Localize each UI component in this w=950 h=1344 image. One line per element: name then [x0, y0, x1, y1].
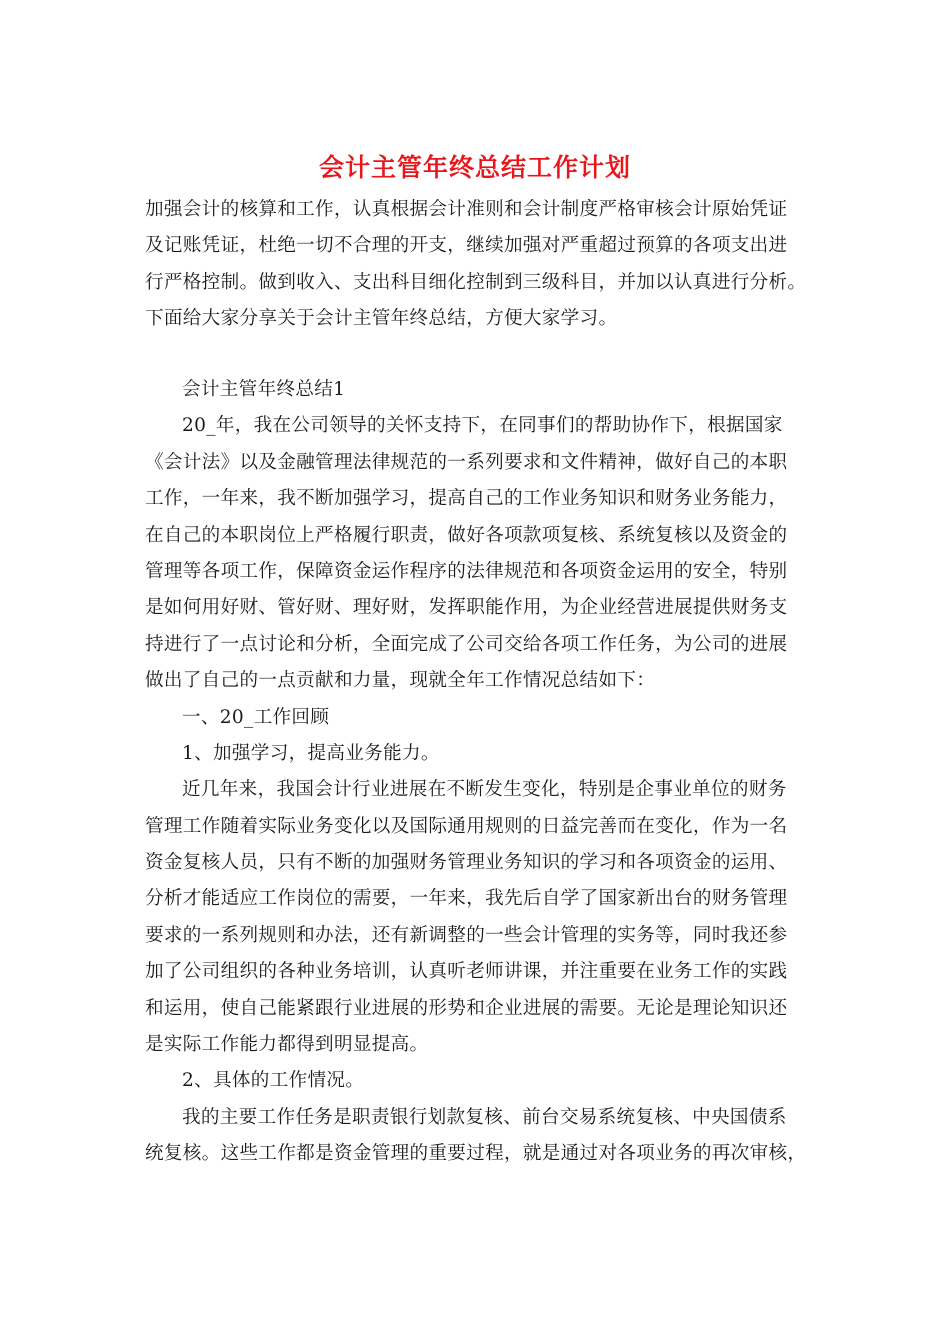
- document-title: 会计主管年终总结工作计划: [318, 153, 631, 182]
- paragraph-line: 持进行了一点讨论和分析，全面完成了公司交给各项工作任务，为公司的进展: [145, 633, 788, 655]
- intro-line: 及记账凭证，杜绝一切不合理的开支，继续加强对严重超过预算的各项支出进: [145, 235, 788, 257]
- intro-line: 下面给大家分享关于会计主管年终总结，方便大家学习。: [145, 308, 618, 330]
- paragraph-line: 是如何用好财、管好财、理好财，发挥职能作用，为企业经营进展提供财务支: [145, 597, 788, 619]
- paragraph-line: 在自己的本职岗位上严格履行职责，做好各项款项复核、系统复核以及资金的: [145, 524, 788, 546]
- paragraph-line: 要求的一系列规则和办法，还有新调整的一些会计管理的实务等，同时我还参: [145, 924, 788, 946]
- paragraph-line: 资金复核人员，只有不断的加强财务管理业务知识的学习和各项资金的运用、: [145, 852, 788, 874]
- intro-paragraph: [145, 192, 815, 338]
- paragraph-line: 工作，一年来，我不断加强学习，提高自己的工作业务知识和财务业务能力，: [145, 488, 788, 510]
- paragraph-line: 管理工作随着实际业务变化以及国际通用规则的日益完善而在变化，作为一名: [145, 815, 788, 837]
- intro-line: 加强会计的核算和工作，认真根据会计准则和会计制度严格审核会计原始凭证: [145, 199, 788, 220]
- intro-line: 行严格控制。做到收入、支出科目细化控制到三级科目，并加以认真进行分析。: [145, 271, 807, 293]
- paragraph-study: [145, 772, 815, 1063]
- paragraph-line: 我的主要工作任务是职责银行划款复核、前台交易系统复核、中央国债系: [182, 1106, 787, 1128]
- paragraph-line: 分析才能适应工作岗位的需要，一年来，我先后自学了国家新出台的财务管理: [145, 888, 788, 910]
- paragraph-line: 近几年来，我国会计行业进展在不断发生变化，特别是企事业单位的财务: [182, 779, 787, 801]
- subheading-study: 1、加强学习，提高业务能力。: [182, 742, 440, 764]
- paragraph-line: 加了公司组织的各种业务培训，认真听老师讲课，并注重要在业务工作的实践: [145, 961, 788, 983]
- paragraph-line: 统复核。这些工作都是资金管理的重要过程，就是通过对各项业务的再次审核，: [145, 1143, 807, 1165]
- paragraph-line: 做出了自己的一点贡献和力量，现就全年工作情况总结如下：: [145, 670, 656, 692]
- main-content: [145, 372, 815, 1173]
- section-heading: 会计主管年终总结1: [182, 379, 346, 400]
- subheading-work: 2、具体的工作情况。: [182, 1070, 365, 1092]
- paragraph-line: 是实际工作能力都得到明显提高。: [145, 1034, 429, 1056]
- paragraph-line: 和运用，使自己能紧跟行业进展的形势和企业进展的需要。无论是理论知识还: [145, 997, 788, 1019]
- paragraph-line: 20_年，我在公司领导的关怀支持下，在同事们的帮助协作下，根据国家: [182, 415, 783, 437]
- subheading-review: 一、20_工作回顾: [182, 706, 330, 728]
- paragraph-line: 管理等各项工作，保障资金运作程序的法律规范和各项资金运用的安全，特别: [145, 560, 788, 582]
- paragraph-line: 《会计法》以及金融管理法律规范的一系列要求和文件精神，做好自己的本职: [145, 451, 788, 473]
- paragraph-intro-summary: [145, 408, 815, 699]
- paragraph-work: [145, 1100, 815, 1173]
